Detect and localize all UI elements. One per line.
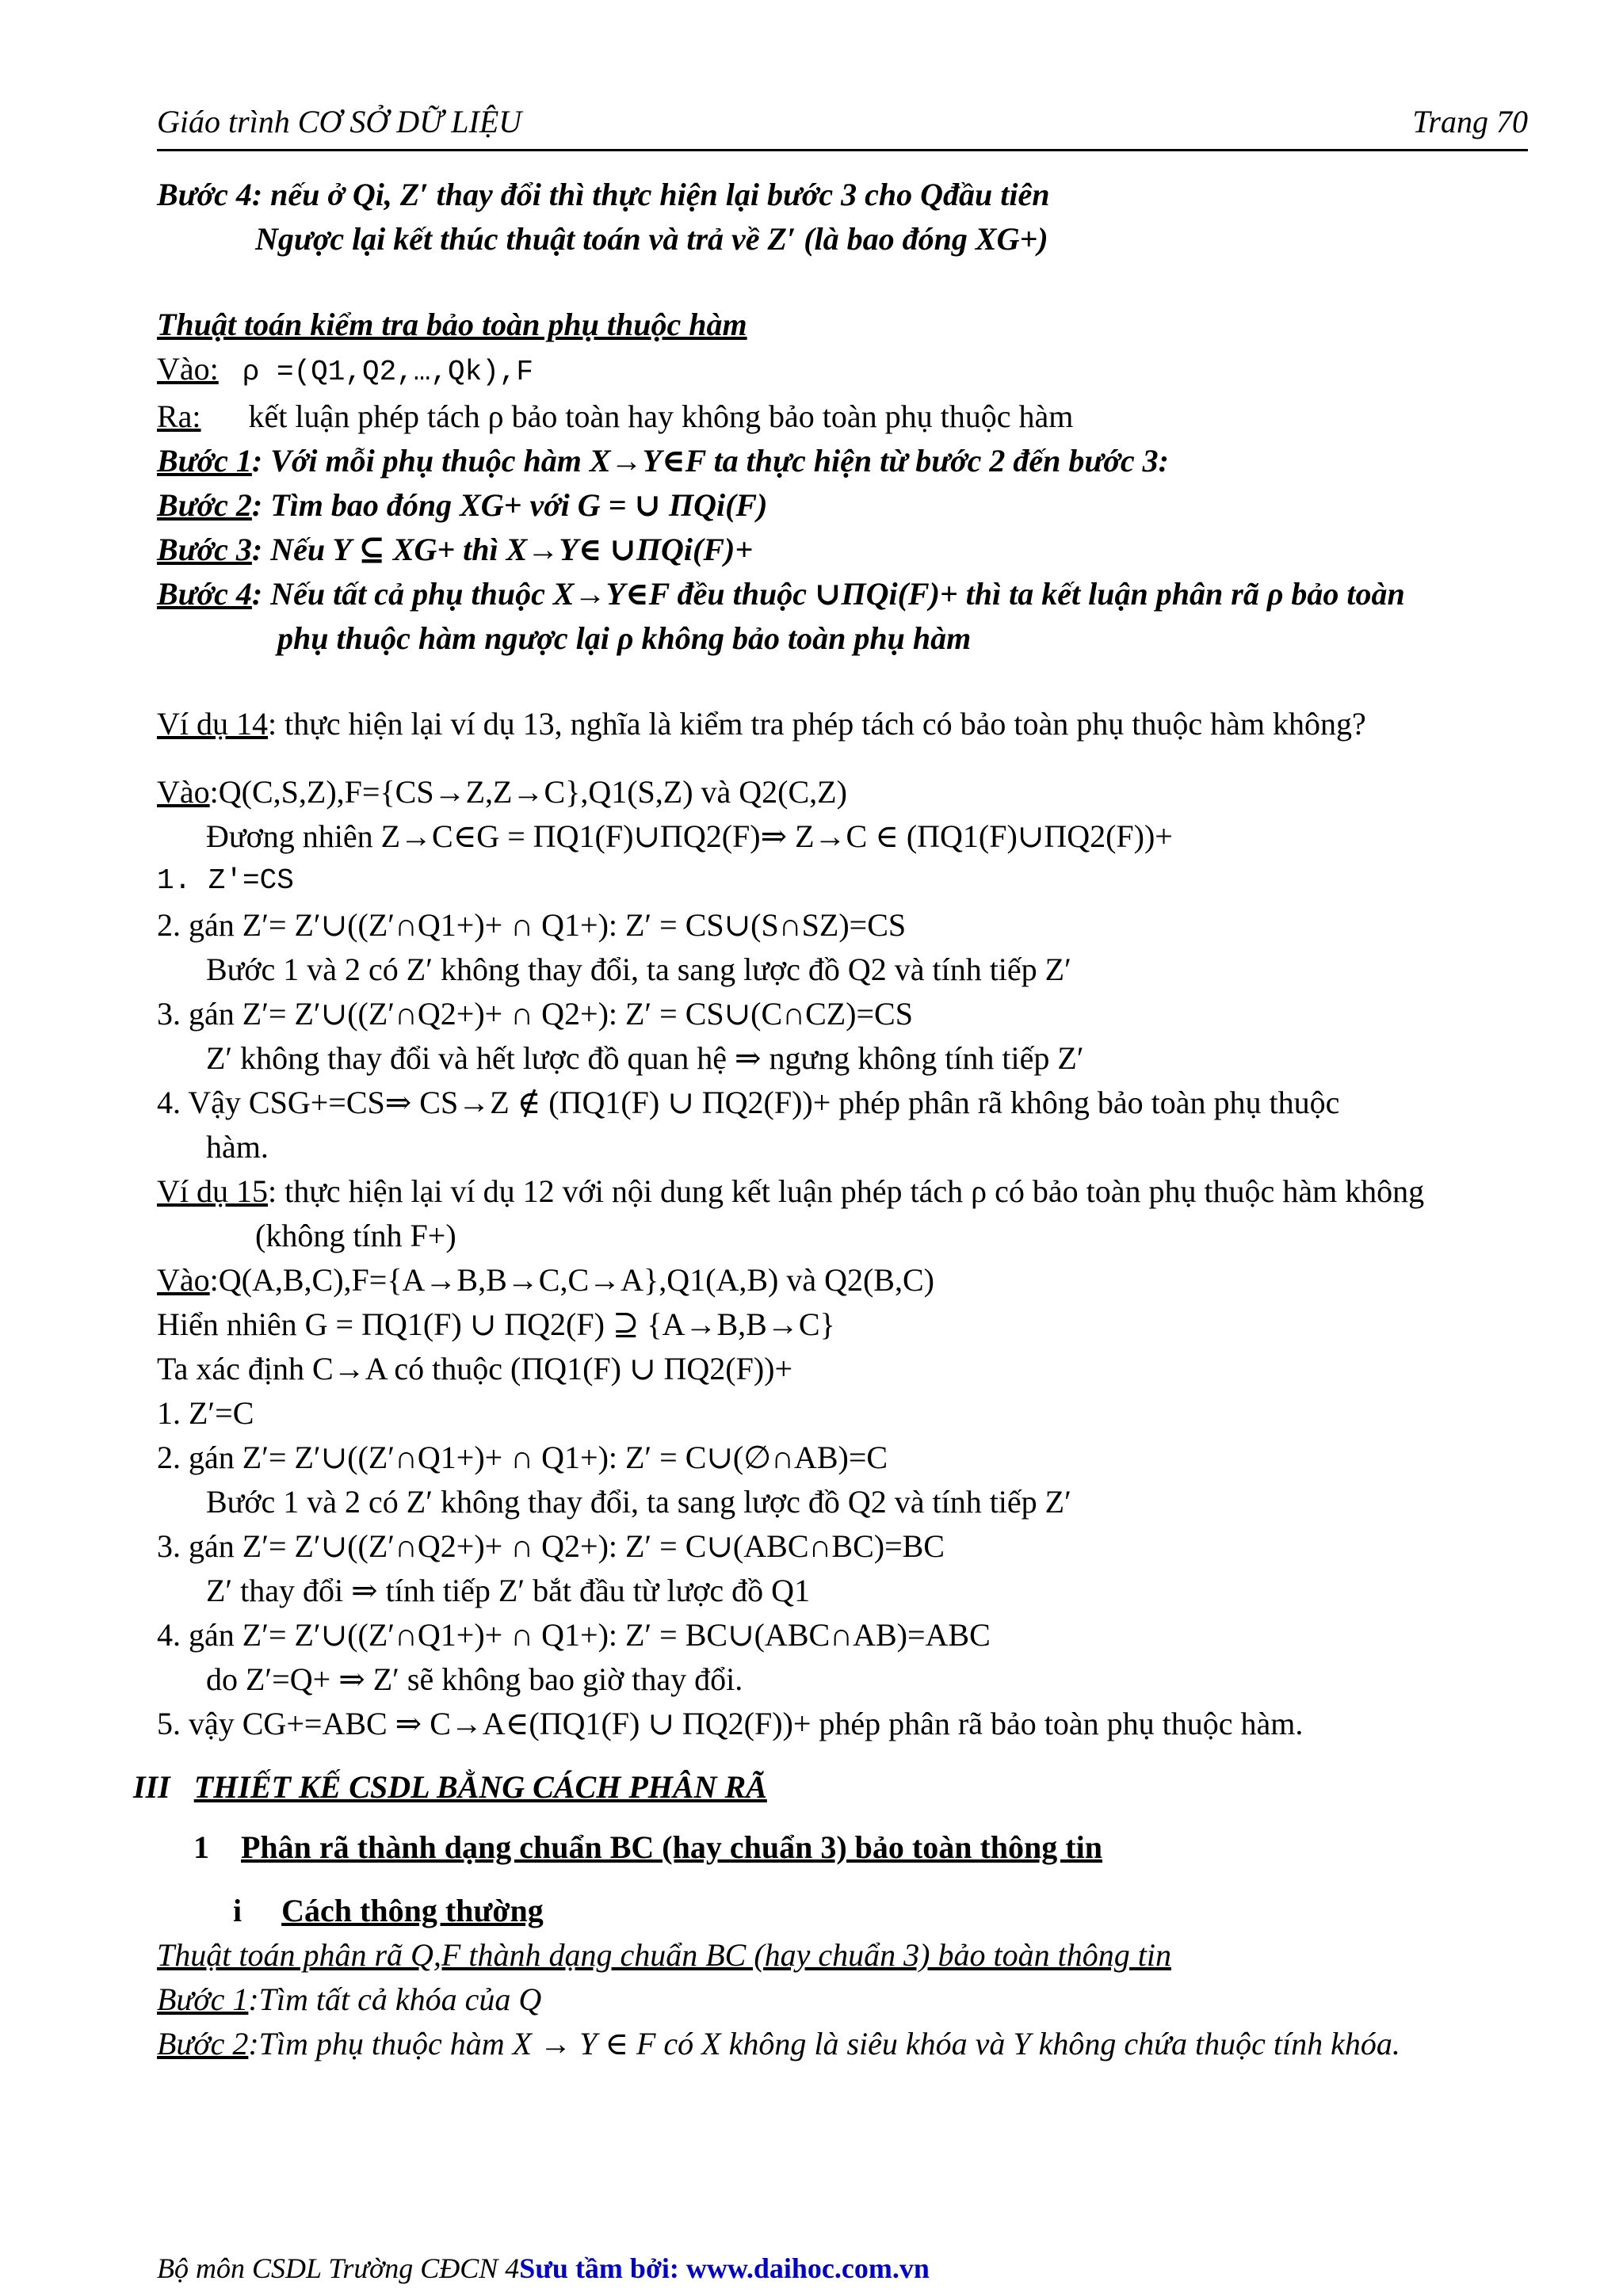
page-content — [133, 173, 1526, 2066]
algo-step3 — [157, 528, 1526, 572]
algo-step2-text: : Tìm bao đóng XG+ với G = ∪ ΠQi(F) — [251, 487, 768, 523]
algo-step2 — [157, 483, 1526, 528]
algo-step4-cont: phụ thuộc hàm ngược lại ρ không bảo toàn phụ hàm — [277, 620, 972, 656]
section-3-1-i-title: Cách thông thường — [281, 1893, 544, 1928]
algo-step2-label: Bước 2 — [157, 487, 252, 523]
algo-step3-text: : Nếu Y ⊆ XG+ thì X→Y∈ ∪ΠQi(F)+ — [251, 532, 754, 567]
algo2-step2 — [157, 2022, 1526, 2066]
example15-label: Ví dụ 15 — [157, 1173, 268, 1209]
section-3-1-i-number: i — [233, 1893, 242, 1928]
algo2-step1-label: Bước 1 — [157, 1981, 249, 2017]
ex15-step4: 4. gán Z′= Z′∪((Z′∩Q1+)+ ∩ Q1+): Z′ = BC∪(ABC∩AB)=ABC — [157, 1617, 991, 1653]
ex15-step5: 5. vậy CG+=ABC ⇒ C→A∈(ΠQ1(F) ∪ ΠQ2(F))+ phép phân rã bảo toàn phụ thuộc hàm. — [157, 1706, 1304, 1741]
example15-title — [157, 1169, 1526, 1214]
algo2-step2-text: :Tìm phụ thuộc hàm X → Y ∈ F có X không là siêu khóa và Y không chứa thuộc tính khóa. — [248, 2026, 1400, 2061]
example15-note: (không tính F+) — [255, 1218, 456, 1253]
ex14-obvious: Đương nhiên Z→C∈G = ΠQ1(F)∪ΠQ2(F)⇒ Z→C ∈ (ΠQ1(F)∪ΠQ2(F))+ — [206, 818, 1173, 854]
ex15-step2: 2. gán Z′= Z′∪((Z′∩Q1+)+ ∩ Q1+): Z′ = C∪(∅∩AB)=C — [157, 1440, 888, 1475]
section-3-number: III — [133, 1769, 170, 1805]
ex15-step3: 3. gán Z′= Z′∪((Z′∩Q2+)+ ∩ Q2+): Z′ = C∪(ABC∩BC)=BC — [157, 1528, 945, 1564]
input-label: Vào: — [157, 351, 219, 387]
header-page-number: Trang 70 — [1412, 104, 1528, 139]
ex14-step3-note: Z′ không thay đổi và hết lược đồ quan hệ ⇒ ngưng không tính tiếp Z′ — [206, 1040, 1084, 1076]
footer-source-link[interactable]: Sưu tầm bởi: www.daihoc.com.vn — [519, 2252, 930, 2284]
ex14-step2-note: Bước 1 và 2 có Z′ không thay đổi, ta sang lược đồ Q2 và tính tiếp Z′ — [206, 952, 1071, 987]
output-line — [157, 395, 1526, 439]
algorithm-title: Thuật toán kiểm tra bảo toàn phụ thuộc hàm — [157, 307, 747, 342]
algo-step1-text: : Với mỗi phụ thuộc hàm X→Y∈F ta thực hiện từ bước 2 đến bước 3: — [251, 443, 1169, 479]
ex15-input-label: Vào — [157, 1262, 210, 1298]
algo2-step1 — [157, 1978, 1526, 2022]
ex14-step4: 4. Vậy CSG+=CS⇒ CS→Z ∉ (ΠQ1(F) ∪ ΠQ2(F))+ phép phân rã không bảo toàn phụ thuộc — [157, 1085, 1340, 1120]
example14-label: Ví dụ 14 — [157, 706, 268, 742]
ex14-input — [157, 770, 1526, 814]
ex14-input-text: :Q(C,S,Z),F={CS→Z,Z→C},Q1(S,Z) và Q2(C,Z) — [209, 774, 847, 810]
page-header — [157, 93, 1528, 151]
algo-step4 — [157, 572, 1526, 616]
ex15-input — [157, 1258, 1526, 1302]
example15-text: : thực hiện lại ví dụ 12 với nội dung kết luận phép tách ρ có bảo toàn phụ thuộc hàm không — [268, 1173, 1425, 1209]
algo-step4-text: : Nếu tất cả phụ thuộc X→Y∈F đều thuộc ∪ΠQi(F)+ thì ta kết luận phân rã ρ bảo toàn — [251, 576, 1405, 612]
algo2-step2-label: Bước 2 — [157, 2026, 249, 2061]
algo-step4-label: Bước 4 — [157, 576, 252, 612]
input-value: ρ =(Q1,Q2,…,Qk),F — [242, 356, 534, 388]
algorithm2-title: Thuật toán phân rã Q,F thành dạng chuẩn BC (hay chuẩn 3) bảo toàn thông tin — [157, 1937, 1171, 1973]
ex15-determine: Ta xác định C→A có thuộc (ΠQ1(F) ∪ ΠQ2(F))+ — [157, 1351, 793, 1386]
section-3-heading — [133, 1765, 1526, 1810]
ex14-input-label: Vào — [157, 774, 210, 810]
output-value: kết luận phép tách ρ bảo toàn hay không bảo toàn phụ thuộc hàm — [248, 399, 1074, 434]
input-line — [157, 347, 1526, 395]
algo-step1 — [157, 439, 1526, 483]
section-3-1-number: 1 — [193, 1829, 209, 1865]
ex14-step2: 2. gán Z′= Z′∪((Z′∩Q1+)+ ∩ Q1+): Z′ = CS∪(S∩SZ)=CS — [157, 907, 907, 943]
step4-else-line: Ngược lại kết thúc thuật toán và trả về Z′ (là bao đóng XG+) — [255, 221, 1048, 257]
section-3-1-i-heading — [157, 1889, 1526, 1933]
ex14-step3: 3. gán Z′= Z′∪((Z′∩Q2+)+ ∩ Q2+): Z′ = CS∪(C∩CZ)=CS — [157, 996, 913, 1032]
ex14-step4-cont: hàm. — [206, 1129, 269, 1165]
section-3-1-title: Phân rã thành dạng chuẩn BC (hay chuẩn 3) bảo toàn thông tin — [241, 1829, 1102, 1865]
ex15-step4-note: do Z′=Q+ ⇒ Z′ sẽ không bao giờ thay đổi. — [206, 1661, 743, 1697]
page-footer — [157, 2252, 930, 2285]
footer-left: Bộ môn CSDL Trường CĐCN 4 — [157, 2252, 520, 2284]
step4-line: Bước 4: nếu ở Qi, Z′ thay đổi thì thực hiện lại bước 3 cho Qđầu tiên — [157, 177, 1050, 212]
algo-step3-label: Bước 3 — [157, 532, 252, 567]
output-label: Ra: — [157, 399, 201, 434]
section-3-title: THIẾT KẾ CSDL BẰNG CÁCH PHÂN RÃ — [193, 1769, 767, 1805]
ex15-obvious: Hiển nhiên G = ΠQ1(F) ∪ ΠQ2(F) ⊇ {A→B,B→C} — [157, 1306, 835, 1342]
ex15-step1: 1. Z′=C — [157, 1395, 254, 1431]
section-3-1-heading — [157, 1825, 1526, 1870]
example14-title — [157, 702, 1526, 746]
ex15-step3-note: Z′ thay đổi ⇒ tính tiếp Z′ bắt đầu từ lược đồ Q1 — [206, 1573, 811, 1608]
example14-text: : thực hiện lại ví dụ 13, nghĩa là kiểm tra phép tách có bảo toàn phụ thuộc hàm không? — [268, 706, 1366, 742]
header-title: Giáo trình CƠ SỞ DỮ LIỆU — [157, 104, 522, 139]
algo2-step1-text: :Tìm tất cả khóa của Q — [248, 1981, 542, 2017]
ex15-step2-note: Bước 1 và 2 có Z′ không thay đổi, ta sang lược đồ Q2 và tính tiếp Z′ — [206, 1484, 1071, 1520]
algo-step1-label: Bước 1 — [157, 443, 252, 479]
ex14-step1: 1. Z′=CS — [157, 864, 294, 897]
ex15-input-text: :Q(A,B,C),F={A→B,B→C,C→A},Q1(A,B) và Q2(B,C) — [209, 1262, 934, 1298]
